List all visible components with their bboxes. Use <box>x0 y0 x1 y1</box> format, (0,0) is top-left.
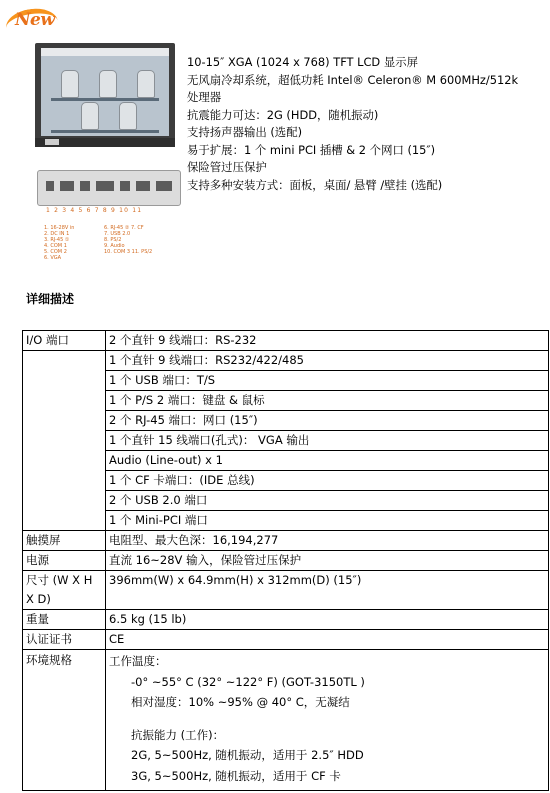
new-badge <box>6 3 58 39</box>
product-io-panel-image <box>37 170 181 206</box>
port-icon <box>60 181 74 191</box>
table-row <box>23 650 549 791</box>
legend-numbers: 1 2 3 4 5 6 7 8 9 10 11 <box>46 207 143 214</box>
legend-line: 8. PS/2 <box>104 237 122 243</box>
pipe-graphic <box>51 98 159 101</box>
legend-line: 6. RJ-45 ② 7. CF <box>104 225 144 231</box>
table-row <box>23 331 549 351</box>
badge-text: New <box>15 10 55 30</box>
table-row <box>23 610 549 630</box>
row-value: Audio (Line-out) x 1 <box>106 451 549 471</box>
env-line: 相对湿度：10% ~95% @ 40° C，无凝结 <box>131 695 350 709</box>
feature-item: 保险管过压保护 <box>187 160 267 174</box>
legend-line: 3. RJ-45 ① <box>44 237 70 243</box>
port-icon <box>96 181 114 191</box>
brand-logo-icon <box>45 139 59 145</box>
feature-item: 支持扬声器输出 (选配) <box>187 125 303 139</box>
row-value: 直流 16~28V 输入，保险管过压保护 <box>106 551 549 571</box>
tank-graphic <box>137 70 155 98</box>
table-row <box>23 351 549 371</box>
env-line: 抗振能力 (工作)： <box>131 727 225 742</box>
pipe-graphic <box>51 130 159 133</box>
env-line: -0° ~55° C (32° ~122° F) (GOT-3150TL ) <box>131 674 365 689</box>
spacer <box>109 713 548 725</box>
row-label-empty <box>23 351 106 531</box>
feature-item: 处理器 <box>187 90 222 104</box>
table-row <box>23 531 549 551</box>
row-value: 2 个 RJ-45 端口：网口 (15″) <box>106 411 549 431</box>
tank-graphic <box>61 70 79 98</box>
port-icon <box>120 181 130 191</box>
tank-graphic <box>81 102 99 130</box>
legend-line: 9. Audio <box>104 243 125 249</box>
row-label <box>23 571 106 610</box>
feature-item: 易于扩展：1 个 mini PCI 插槽 & 2 个网口 (15″) <box>187 142 436 157</box>
row-value: CE <box>106 630 549 650</box>
port-icon <box>156 181 172 191</box>
feature-list <box>187 54 547 194</box>
row-label: 电源 <box>23 551 106 571</box>
legend-line: 7. USB 2.0 <box>104 231 131 237</box>
env-line: 2G, 5~500Hz, 随机振动，适用于 2.5″ HDD <box>131 748 364 762</box>
legend-line: 1. 16-28V in <box>44 225 75 231</box>
feature-item: 10-15″ XGA (1024 x 768) TFT LCD 显示屏 <box>187 55 418 69</box>
port-icon <box>136 181 150 191</box>
table-row <box>23 571 549 610</box>
row-label: I/O 端口 <box>23 331 106 351</box>
row-value: 1 个 Mini-PCI 端口 <box>106 511 549 531</box>
row-label: 环境规格 <box>23 650 106 791</box>
row-value: 电阻型、最大色深：16,194,277 <box>106 531 549 551</box>
row-label: 触摸屏 <box>23 531 106 551</box>
feature-item: 支持多种安装方式：面板，桌面/ 悬臂 /壁挂 (选配) <box>187 177 443 192</box>
row-value: 6.5 kg (15 lb) <box>106 610 549 630</box>
legend-line: 10. COM 3 11. PS/2 <box>104 249 153 255</box>
row-label: 重量 <box>23 610 106 630</box>
port-legend <box>40 207 190 261</box>
legend-line: 5. COM 2 <box>44 249 67 255</box>
screen-title-bar <box>41 48 169 56</box>
port-icon <box>80 181 90 191</box>
feature-item: 无风扇冷却系统，超低功耗 Intel® Celeron® M 600MHz/512k <box>187 72 519 87</box>
row-label: 认证证书 <box>23 630 106 650</box>
env-line: 工作温度： <box>109 654 167 668</box>
row-value: 1 个 USB 端口：T/S <box>106 371 549 391</box>
table-row <box>23 630 549 650</box>
legend-line: 2. DC IN 1 <box>44 231 70 237</box>
row-value: 1 个直针 9 线端口：RS232/422/485 <box>106 351 549 371</box>
row-value <box>106 650 549 791</box>
row-value: 1 个直针 15 线端口(孔式)： VGA 输出 <box>106 431 549 451</box>
row-value: 1 个 CF 卡端口：(IDE 总线) <box>106 471 549 491</box>
env-line: 3G, 5~500Hz, 随机振动，适用于 CF 卡 <box>131 768 341 783</box>
tank-graphic <box>119 102 137 130</box>
feature-item: 抗震能力可达：2G (HDD，随机振动) <box>187 107 379 122</box>
product-front-image <box>35 43 175 147</box>
row-value: 396mm(W) x 64.9mm(H) x 312mm(D) (15″) <box>106 571 549 610</box>
spec-table <box>22 330 549 791</box>
row-value: 2 个 USB 2.0 端口 <box>106 491 549 511</box>
table-row <box>23 551 549 571</box>
row-label-line: 尺寸 (W X H <box>26 573 93 587</box>
legend-line: 6. VGA <box>44 255 62 261</box>
row-value: 1 个 P/S 2 端口：键盘 & 鼠标 <box>106 391 549 411</box>
section-heading: 详细描述 <box>26 292 75 306</box>
screen-display <box>41 48 169 136</box>
port-icon <box>46 181 54 191</box>
legend-line: 4. COM 1 <box>44 243 67 249</box>
row-value: 2 个直针 9 线端口：RS-232 <box>106 331 549 351</box>
row-label-line: X D) <box>26 592 51 606</box>
tank-graphic <box>99 70 117 98</box>
